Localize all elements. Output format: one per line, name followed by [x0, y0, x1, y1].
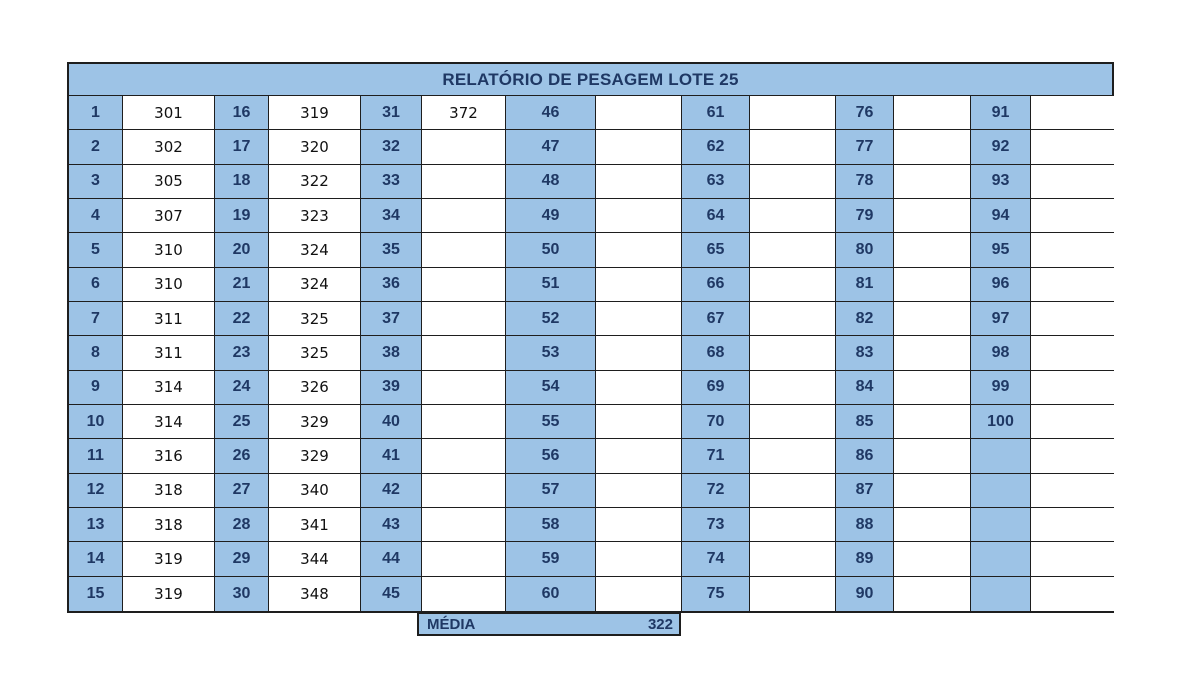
row-index-96: 96 — [971, 268, 1031, 302]
row-index-5: 5 — [69, 233, 123, 267]
row-index-55: 55 — [506, 405, 596, 439]
row-index-41: 41 — [361, 439, 422, 473]
weight-cell-97 — [1031, 302, 1114, 336]
weight-cell-56 — [596, 439, 682, 473]
row-index-2: 2 — [69, 130, 123, 164]
row-index-95: 95 — [971, 233, 1031, 267]
weight-cell-83 — [894, 336, 971, 370]
weight-cell-13: 318 — [123, 508, 215, 542]
average-row — [417, 612, 681, 636]
weight-cell-31: 372 — [422, 96, 506, 130]
row-index-35: 35 — [361, 233, 422, 267]
weight-cell-4: 307 — [123, 199, 215, 233]
weight-cell-6: 310 — [123, 268, 215, 302]
row-index-50: 50 — [506, 233, 596, 267]
row-index-76: 76 — [836, 96, 894, 130]
row-index-32: 32 — [361, 130, 422, 164]
row-index-79: 79 — [836, 199, 894, 233]
row-index-85: 85 — [836, 405, 894, 439]
weight-cell-68 — [750, 336, 836, 370]
row-index-77: 77 — [836, 130, 894, 164]
weight-cell-32 — [422, 130, 506, 164]
weight-cell-9: 314 — [123, 371, 215, 405]
weight-cell-42 — [422, 474, 506, 508]
row-index-82: 82 — [836, 302, 894, 336]
weight-cell-103 — [1031, 508, 1114, 542]
weight-cell-80 — [894, 233, 971, 267]
weight-cell-34 — [422, 199, 506, 233]
weight-cell-104 — [1031, 542, 1114, 576]
row-index-11: 11 — [69, 439, 123, 473]
row-index-4: 4 — [69, 199, 123, 233]
weight-cell-46 — [596, 96, 682, 130]
row-index-18: 18 — [215, 165, 269, 199]
weight-cell-39 — [422, 371, 506, 405]
row-index-94: 94 — [971, 199, 1031, 233]
weight-cell-49 — [596, 199, 682, 233]
row-index-100: 100 — [971, 405, 1031, 439]
row-index-29: 29 — [215, 542, 269, 576]
weight-cell-72 — [750, 474, 836, 508]
row-index-26: 26 — [215, 439, 269, 473]
weight-cell-29: 344 — [269, 542, 361, 576]
weight-cell-66 — [750, 268, 836, 302]
weight-cell-54 — [596, 371, 682, 405]
row-index-70: 70 — [682, 405, 750, 439]
report-title: RELATÓRIO DE PESAGEM LOTE 25 — [67, 62, 1114, 96]
weight-cell-70 — [750, 405, 836, 439]
row-index-38: 38 — [361, 336, 422, 370]
weight-cell-65 — [750, 233, 836, 267]
row-index-25: 25 — [215, 405, 269, 439]
weight-cell-92 — [1031, 130, 1114, 164]
weight-cell-38 — [422, 336, 506, 370]
weight-cell-47 — [596, 130, 682, 164]
weight-cell-62 — [750, 130, 836, 164]
row-index-78: 78 — [836, 165, 894, 199]
empty-index-cell — [971, 577, 1031, 611]
row-index-65: 65 — [682, 233, 750, 267]
weight-cell-64 — [750, 199, 836, 233]
row-index-12: 12 — [69, 474, 123, 508]
weight-cell-85 — [894, 405, 971, 439]
row-index-39: 39 — [361, 371, 422, 405]
weight-cell-81 — [894, 268, 971, 302]
average-value: 322 — [647, 615, 673, 633]
weight-cell-14: 319 — [123, 542, 215, 576]
weight-cell-75 — [750, 577, 836, 611]
weight-cell-77 — [894, 130, 971, 164]
row-index-21: 21 — [215, 268, 269, 302]
row-index-74: 74 — [682, 542, 750, 576]
weight-cell-7: 311 — [123, 302, 215, 336]
row-index-57: 57 — [506, 474, 596, 508]
weight-cell-86 — [894, 439, 971, 473]
row-index-69: 69 — [682, 371, 750, 405]
weight-cell-2: 302 — [123, 130, 215, 164]
weight-cell-88 — [894, 508, 971, 542]
weight-cell-37 — [422, 302, 506, 336]
row-index-7: 7 — [69, 302, 123, 336]
weight-cell-3: 305 — [123, 165, 215, 199]
weight-cell-57 — [596, 474, 682, 508]
empty-index-cell — [971, 474, 1031, 508]
row-index-97: 97 — [971, 302, 1031, 336]
row-index-67: 67 — [682, 302, 750, 336]
weight-cell-55 — [596, 405, 682, 439]
weight-cell-28: 341 — [269, 508, 361, 542]
empty-index-cell — [971, 542, 1031, 576]
weight-cell-105 — [1031, 577, 1114, 611]
weight-cell-15: 319 — [123, 577, 215, 611]
row-index-6: 6 — [69, 268, 123, 302]
row-index-36: 36 — [361, 268, 422, 302]
row-index-47: 47 — [506, 130, 596, 164]
row-index-9: 9 — [69, 371, 123, 405]
weight-cell-25: 329 — [269, 405, 361, 439]
weight-cell-95 — [1031, 233, 1114, 267]
weight-cell-43 — [422, 508, 506, 542]
row-index-27: 27 — [215, 474, 269, 508]
row-index-75: 75 — [682, 577, 750, 611]
weight-cell-99 — [1031, 371, 1114, 405]
empty-index-cell — [971, 439, 1031, 473]
row-index-22: 22 — [215, 302, 269, 336]
weight-cell-51 — [596, 268, 682, 302]
weight-cell-84 — [894, 371, 971, 405]
row-index-37: 37 — [361, 302, 422, 336]
row-index-19: 19 — [215, 199, 269, 233]
row-index-40: 40 — [361, 405, 422, 439]
weight-cell-33 — [422, 165, 506, 199]
row-index-48: 48 — [506, 165, 596, 199]
weight-cell-100 — [1031, 405, 1114, 439]
weight-cell-71 — [750, 439, 836, 473]
weight-cell-87 — [894, 474, 971, 508]
row-index-46: 46 — [506, 96, 596, 130]
row-index-13: 13 — [69, 508, 123, 542]
weight-cell-50 — [596, 233, 682, 267]
weight-cell-102 — [1031, 474, 1114, 508]
weight-cell-82 — [894, 302, 971, 336]
weight-cell-79 — [894, 199, 971, 233]
row-index-63: 63 — [682, 165, 750, 199]
weight-cell-19: 323 — [269, 199, 361, 233]
row-index-28: 28 — [215, 508, 269, 542]
row-index-49: 49 — [506, 199, 596, 233]
row-index-64: 64 — [682, 199, 750, 233]
weight-cell-63 — [750, 165, 836, 199]
weight-cell-89 — [894, 542, 971, 576]
row-index-88: 88 — [836, 508, 894, 542]
weight-cell-76 — [894, 96, 971, 130]
row-index-56: 56 — [506, 439, 596, 473]
row-index-45: 45 — [361, 577, 422, 611]
row-index-16: 16 — [215, 96, 269, 130]
weight-cell-98 — [1031, 336, 1114, 370]
weight-cell-60 — [596, 577, 682, 611]
row-index-17: 17 — [215, 130, 269, 164]
row-index-81: 81 — [836, 268, 894, 302]
weight-cell-36 — [422, 268, 506, 302]
weight-cell-5: 310 — [123, 233, 215, 267]
weight-cell-67 — [750, 302, 836, 336]
row-index-24: 24 — [215, 371, 269, 405]
row-index-80: 80 — [836, 233, 894, 267]
average-label: MÉDIA — [427, 615, 476, 633]
weight-cell-23: 325 — [269, 336, 361, 370]
row-index-98: 98 — [971, 336, 1031, 370]
weight-cell-8: 311 — [123, 336, 215, 370]
weight-cell-12: 318 — [123, 474, 215, 508]
weight-cell-59 — [596, 542, 682, 576]
row-index-43: 43 — [361, 508, 422, 542]
row-index-83: 83 — [836, 336, 894, 370]
weight-cell-27: 340 — [269, 474, 361, 508]
row-index-3: 3 — [69, 165, 123, 199]
weight-cell-74 — [750, 542, 836, 576]
weighing-table — [67, 96, 1114, 613]
row-index-44: 44 — [361, 542, 422, 576]
row-index-61: 61 — [682, 96, 750, 130]
row-index-73: 73 — [682, 508, 750, 542]
row-index-72: 72 — [682, 474, 750, 508]
weight-cell-48 — [596, 165, 682, 199]
weight-cell-96 — [1031, 268, 1114, 302]
row-index-93: 93 — [971, 165, 1031, 199]
row-index-33: 33 — [361, 165, 422, 199]
row-index-58: 58 — [506, 508, 596, 542]
row-index-53: 53 — [506, 336, 596, 370]
row-index-42: 42 — [361, 474, 422, 508]
row-index-84: 84 — [836, 371, 894, 405]
weight-cell-10: 314 — [123, 405, 215, 439]
row-index-52: 52 — [506, 302, 596, 336]
row-index-87: 87 — [836, 474, 894, 508]
empty-index-cell — [971, 508, 1031, 542]
weight-cell-58 — [596, 508, 682, 542]
weight-cell-44 — [422, 542, 506, 576]
weight-cell-20: 324 — [269, 233, 361, 267]
row-index-60: 60 — [506, 577, 596, 611]
row-index-10: 10 — [69, 405, 123, 439]
row-index-89: 89 — [836, 542, 894, 576]
row-index-51: 51 — [506, 268, 596, 302]
weight-cell-24: 326 — [269, 371, 361, 405]
weight-cell-18: 322 — [269, 165, 361, 199]
weight-cell-1: 301 — [123, 96, 215, 130]
row-index-31: 31 — [361, 96, 422, 130]
row-index-90: 90 — [836, 577, 894, 611]
row-index-20: 20 — [215, 233, 269, 267]
weight-cell-26: 329 — [269, 439, 361, 473]
weight-cell-73 — [750, 508, 836, 542]
row-index-92: 92 — [971, 130, 1031, 164]
weight-cell-11: 316 — [123, 439, 215, 473]
weight-cell-61 — [750, 96, 836, 130]
row-index-15: 15 — [69, 577, 123, 611]
weight-cell-93 — [1031, 165, 1114, 199]
weight-cell-90 — [894, 577, 971, 611]
weight-cell-52 — [596, 302, 682, 336]
weight-cell-69 — [750, 371, 836, 405]
weight-cell-78 — [894, 165, 971, 199]
weight-cell-41 — [422, 439, 506, 473]
weight-cell-17: 320 — [269, 130, 361, 164]
weight-cell-94 — [1031, 199, 1114, 233]
row-index-91: 91 — [971, 96, 1031, 130]
row-index-14: 14 — [69, 542, 123, 576]
row-index-34: 34 — [361, 199, 422, 233]
row-index-86: 86 — [836, 439, 894, 473]
weight-cell-53 — [596, 336, 682, 370]
row-index-71: 71 — [682, 439, 750, 473]
row-index-59: 59 — [506, 542, 596, 576]
row-index-62: 62 — [682, 130, 750, 164]
row-index-66: 66 — [682, 268, 750, 302]
row-index-8: 8 — [69, 336, 123, 370]
weight-cell-30: 348 — [269, 577, 361, 611]
weight-cell-16: 319 — [269, 96, 361, 130]
weight-cell-101 — [1031, 439, 1114, 473]
weight-cell-21: 324 — [269, 268, 361, 302]
weight-cell-45 — [422, 577, 506, 611]
weight-cell-22: 325 — [269, 302, 361, 336]
row-index-23: 23 — [215, 336, 269, 370]
row-index-1: 1 — [69, 96, 123, 130]
row-index-30: 30 — [215, 577, 269, 611]
weight-cell-91 — [1031, 96, 1114, 130]
weight-cell-40 — [422, 405, 506, 439]
weight-cell-35 — [422, 233, 506, 267]
row-index-68: 68 — [682, 336, 750, 370]
row-index-99: 99 — [971, 371, 1031, 405]
row-index-54: 54 — [506, 371, 596, 405]
